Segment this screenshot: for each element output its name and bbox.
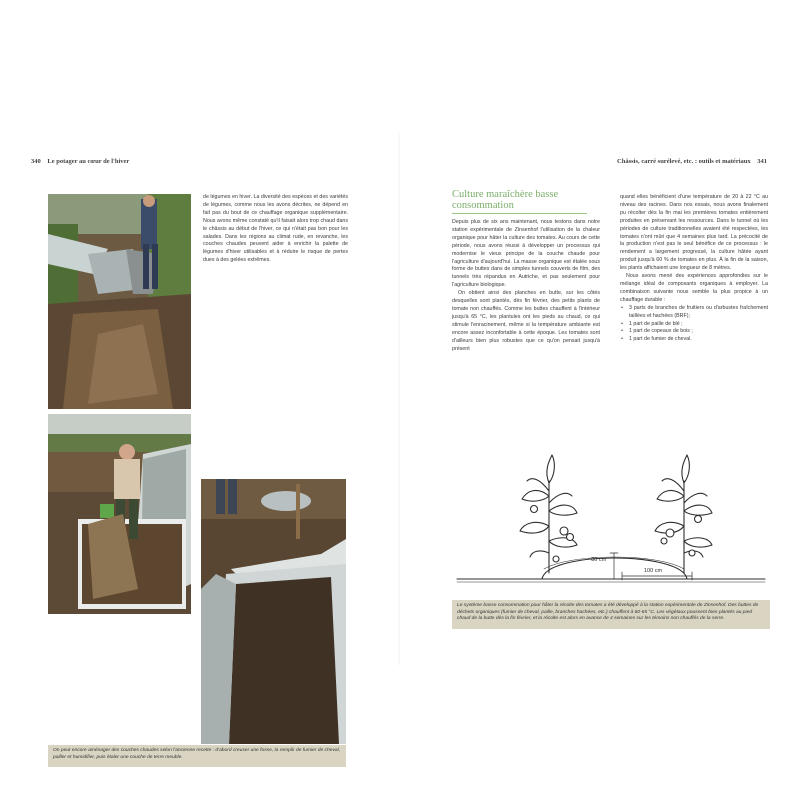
right-page [400, 133, 800, 665]
col2-paragraph-1: quand elles bénéficient d'une température de 20 à 22 °C au niveau des racines. Dans nos essais, nous avons finalement pu récolter dès la fin mai les premières tomates entièrement produites en préservant les ressources. Dans le tunnel où les périodes de culture traditionnelles avaient été respectées, les tomates n'ont mûri que 4 semaines plus tard. La précocité de la production n'est pas le seul bénéfice de ce processus : le rendement a largement progressé, la culture hâtée ayant produit jusqu'à 60 % de tomates en plus. À la fin de la saison, les plants affichaient une longueur de 8 mètres. [620, 194, 768, 272]
photo-cold-frame [201, 479, 346, 744]
width-label: 100 cm [644, 568, 663, 574]
left-tomato-plant [520, 455, 577, 573]
photo-watering-image [48, 414, 191, 614]
left-running-header [26, 158, 129, 165]
list-item: • 3 parts de branches de fruitiers ou d'arbustes fraîchement taillées et hachées (BRF); [629, 305, 768, 321]
photo-cold-frame-image [201, 479, 346, 744]
left-photo-caption [48, 745, 346, 767]
photo-wheelbarrow-image [48, 194, 191, 409]
left-tomato-fruits [531, 506, 574, 563]
right-diagram-caption [452, 600, 770, 629]
left-intro-text [203, 194, 348, 314]
right-caption-text: Le système basse consommation pour hâter la récolte des tomates a été développé à la station expérimentale de Zinsenhof. Des buttes de déchets organiques (fumier de cheval, paille, branches hachées, etc.) chauffent à 60-65 °C. Les végétaux poussent bien plantés au pied chaud de la butte dès la fin février, et la récolte est alors en avance de 4 semaines sur les témoins non chauffés de la serre. [457, 603, 759, 622]
left-intro-paragraph: de légumes en hiver. La diversité des espèces et des variétés de légumes, comme nous les avons décrites, ne dépend en fait pas du bout de ce chauffage organique supplémentaire. Nous avons même constaté qu'il faisait alors trop chaud dans le châssis au début de l'hiver, ce qui n'était pas bon pour les salades. Dans les régions au climat rude, en revanche, les couches chaudes peuvent aider à enrichir la palette de légumes d'hiver utilisables et à réduire le risque de pertes dues à des gelées extrêmes. [203, 194, 348, 264]
right-column-2 [620, 194, 768, 397]
mix-list [620, 305, 768, 345]
left-page [0, 133, 400, 760]
col1-paragraph-2: On obtient ainsi des planches en butte, sur les côtés desquelles sont plantés, dès fin février, des petits plants de tomate non chauffés. Comme les buttes chauffent à l'intérieur jusqu'à 65 °C, les plantules ont les pieds au chaud, ce qui stimule l'enracinement, même si la température ambiante est encore assez inconfortable à cette époque. Les tomates sont d'ailleurs bien plus robustes que ce qu'on pensait jusqu'à présent [452, 290, 600, 352]
left-caption-text: On peut encore aménager des couches chaudes selon l'ancienne recette : d'abord creuser une fosse, la remplir de fumier de cheval, pailler et humidifier, puis étaler une couche de terre meuble. [53, 748, 341, 760]
photo-wheelbarrow [48, 194, 191, 409]
right-running-title: Châssis, carré surélevé, etc. : outils et matériaux [617, 158, 751, 165]
height-label: ~80 cm [588, 557, 607, 563]
right-column-1 [452, 219, 600, 397]
section-title: Culture maraîchère basse consommation [452, 189, 559, 211]
col2-paragraph-2: Nous avons mené des expériences approfondies sur le mélange idéal de composants organiques à employer. La combinaison suivante nous semble la plus propice à un chauffage durable : [620, 273, 768, 303]
list-item: • 1 part de fumier de cheval. [629, 336, 768, 344]
photo-watering [48, 414, 191, 614]
right-page-number: 341 [757, 158, 767, 165]
col1-paragraph-1: Depuis plus de six ans maintenant, nous testons dans notre station expérimentale de Zinsenhof l'utilisation de la chaleur organique pour hâter la culture des tomates. Au cours de cette période, nous avons réussi à développer un processus qui modernise le vieux principe de la couche chaude pour l'agriculture d'aujourd'hui. La masse organique est étalée sous forme de buttes dans de simples tunnels couverts de film, des tunnels très répandus en Autriche, et pas seulement pour l'agriculture biologique. [452, 219, 600, 289]
section-title-rule [452, 213, 587, 214]
list-item: • 1 part de paille de blé ; [629, 321, 768, 329]
right-running-header [617, 158, 772, 165]
list-item: • 1 part de copeaux de bois ; [629, 328, 768, 336]
left-page-number: 340 [31, 158, 41, 165]
hotbed-diagram [452, 441, 770, 593]
left-running-title: Le potager au cœur de l'hiver [47, 158, 130, 165]
right-tomato-plant [655, 455, 712, 573]
